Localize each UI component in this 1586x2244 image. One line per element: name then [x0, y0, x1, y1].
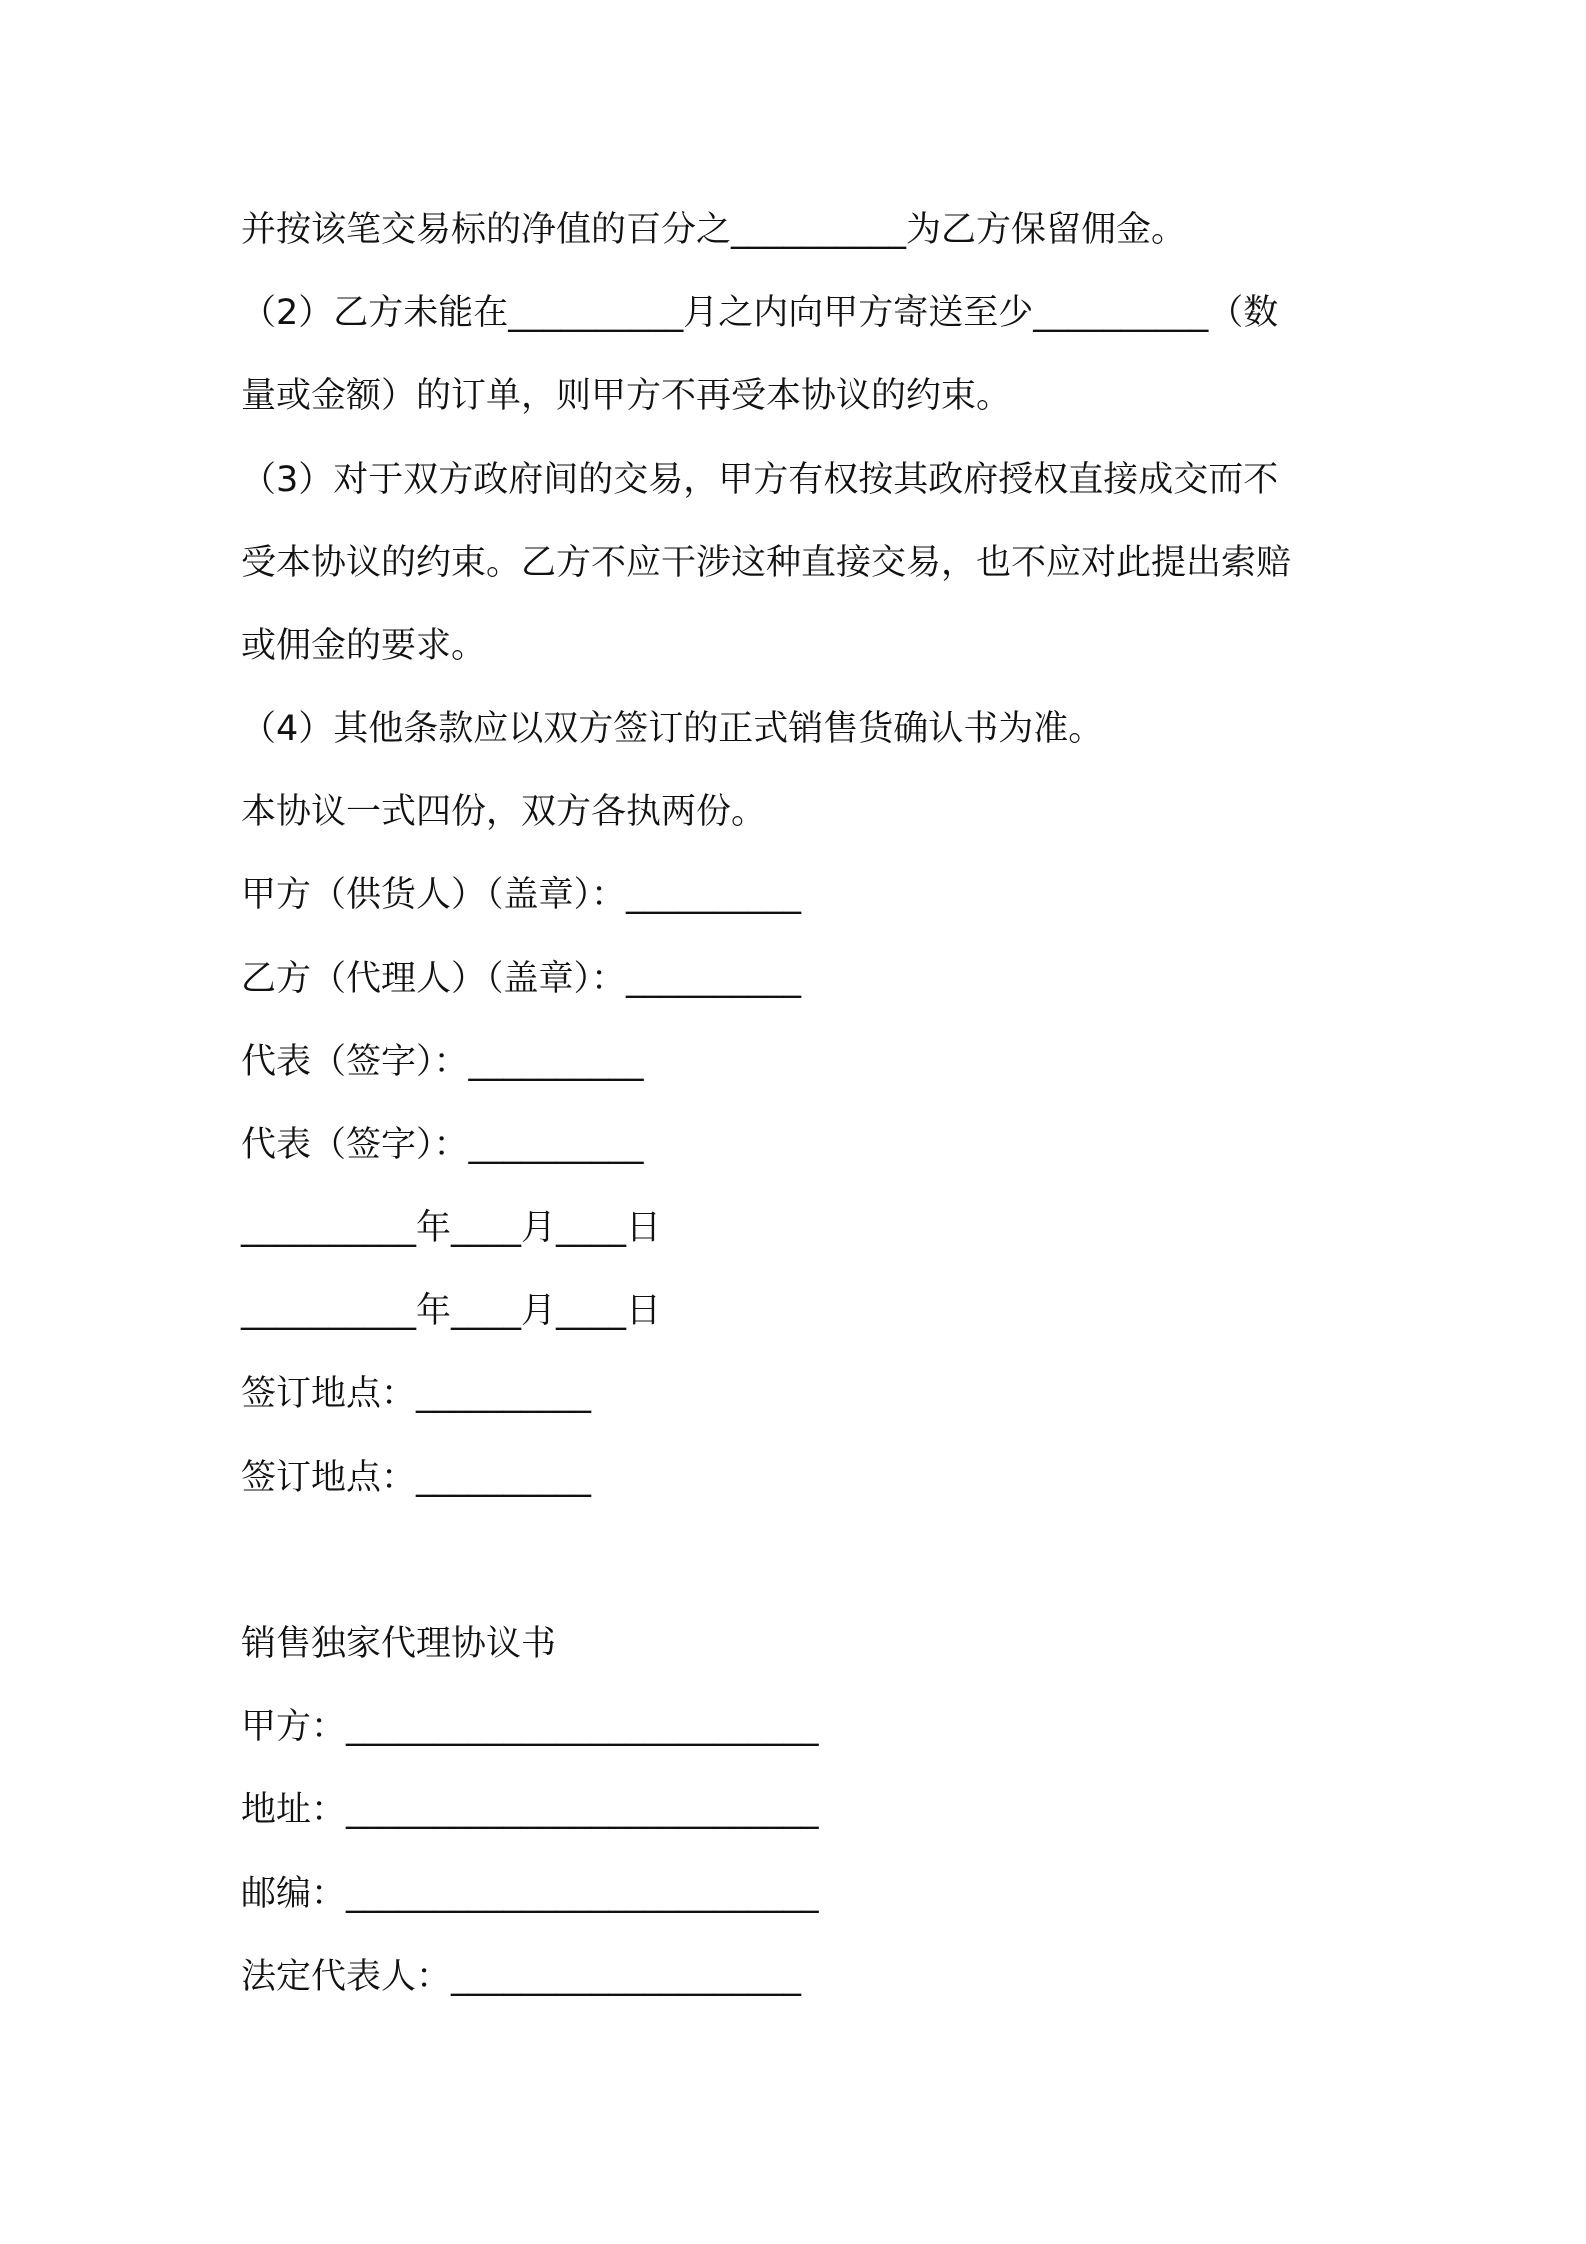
representative-signature-field-1: 代表（签字）：__________ — [241, 1042, 644, 1082]
postcode-field: 邮编：___________________________ — [241, 1874, 819, 1914]
copies-statement: 本协议一式四份，双方各执两份。 — [241, 792, 767, 832]
clause-3-line-3: 或佣金的要求。 — [241, 626, 487, 666]
clause-4: （4）其他条款应以双方签订的正式销售货确认书为准。 — [241, 709, 1104, 749]
clause-3-line-1: （3）对于双方政府间的交易，甲方有权按其政府授权直接成交而不 — [241, 460, 1279, 500]
clause-2-line-1: （2）乙方未能在__________月之内向甲方寄送至少__________（数 — [241, 293, 1279, 333]
date-field-2: __________年____月____日 — [241, 1291, 662, 1331]
representative-signature-field-2: 代表（签字）：__________ — [241, 1125, 644, 1165]
party-b-seal-field: 乙方（代理人）（盖章）：__________ — [241, 959, 802, 999]
agreement-title: 销售独家代理协议书 — [241, 1624, 557, 1664]
signing-place-field-2: 签订地点：__________ — [241, 1458, 592, 1498]
signing-place-field-1: 签订地点：__________ — [241, 1374, 592, 1414]
commission-clause-continuation: 并按该笔交易标的净值的百分之__________为乙方保留佣金。 — [241, 210, 1187, 250]
address-field: 地址：___________________________ — [241, 1790, 819, 1830]
clause-3-line-2: 受本协议的约束。乙方不应干涉这种直接交易，也不应对此提出索赔 — [241, 543, 1292, 583]
party-a-field: 甲方：___________________________ — [241, 1707, 819, 1747]
party-a-seal-field: 甲方（供货人）（盖章）：__________ — [241, 875, 802, 915]
legal-representative-field: 法定代表人：____________________ — [241, 1957, 802, 1997]
date-field-1: __________年____月____日 — [241, 1208, 662, 1248]
clause-2-line-2: 量或金额）的订单，则甲方不再受本协议的约束。 — [241, 376, 1012, 416]
